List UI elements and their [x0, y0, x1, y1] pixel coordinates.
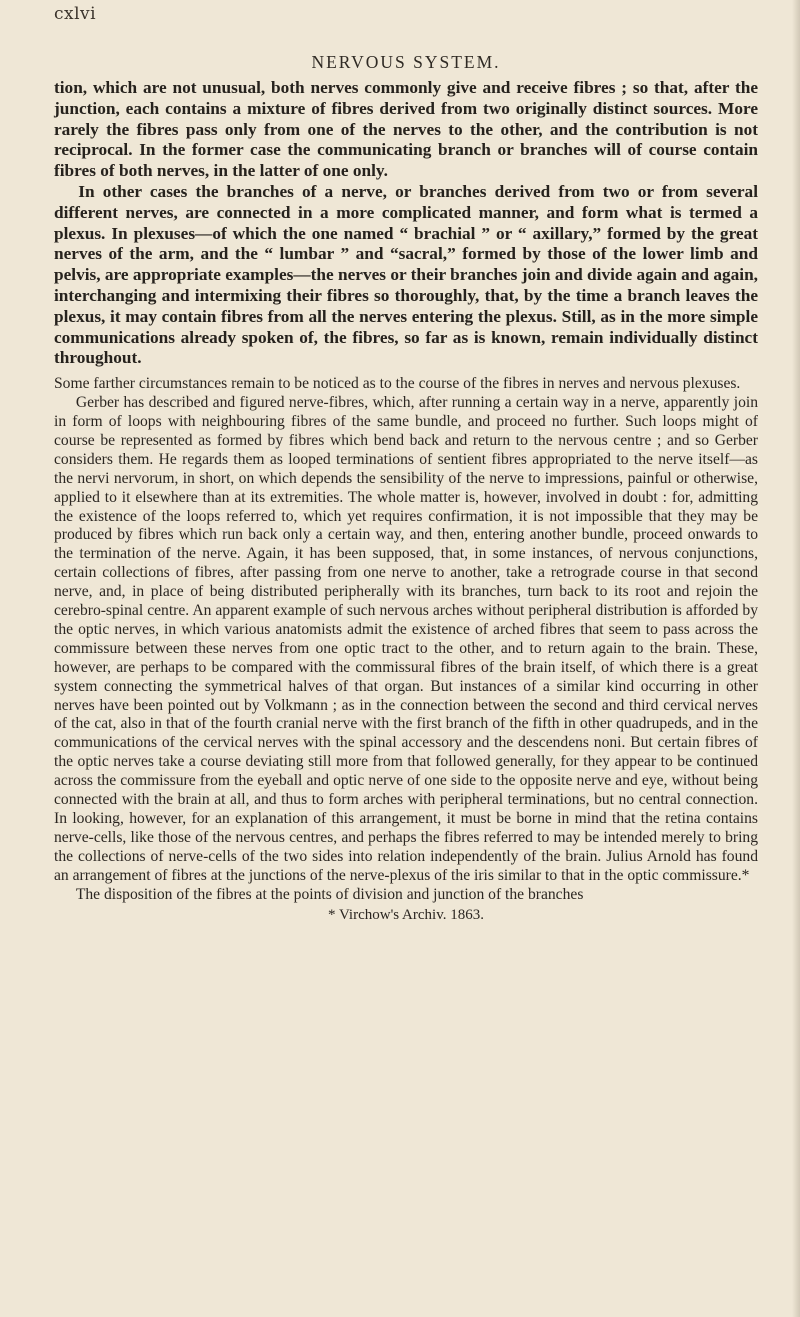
paragraph: tion, which are not unusual, both nerves commonly give and receive fibres ; so that, after the junction, each contains a mixture of fibres derived from two originally distinct sources. More rarely the fibres pass only from one of the nerves to the other, and the contribution is not reciprocal. In the former case the communicating branch or branches will of course contain fibres of both nerves, in the latter of one only. [54, 78, 758, 181]
paragraph: Some farther circumstances remain to be noticed as to the course of the fibres in nerves and nervous plexuses. [54, 375, 741, 393]
paragraph: The disposition of the fibres at the points of division and junction of the branches [75, 885, 584, 903]
small-print-text [54, 375, 758, 904]
main-text [54, 78, 758, 369]
page-header [54, 0, 758, 78]
paragraph: In other cases the branches of a nerve, or branches derived from two or from several different nerves, are connected in a more complicated manner, and form what is termed a plexus. In plexuses—of which the one named “ brachial ” or “ axillary,” formed by the great nerves of the arm, and the “ lumbar ” and “sacral,” formed by those of the lower limb and pelvis, are appropriate examples—the nerves or their branches join and divide again and again, interchanging and intermixing their fibres so thoroughly, that, by the time a branch leaves the plexus, it may contain fibres from all the nerves entering the plexus. Still, as in the more simple communications already spoken of, the fibres, so far as is known, remain individually distinct throughout. [54, 181, 758, 368]
footnote: * Virchow's Archiv. 1863. [328, 906, 484, 923]
paragraph: Gerber has described and figured nerve-fibres, which, after running a certain way in a nerve, apparently join in form of loops with neighbouring fibres of the same bundle, and proceed no further. Such loops might of course be represented as formed by fibres which bend back and return to the nervous centre ; and so Gerber considers them. He regards them as looped terminations of sentient fibres appropriated to the nerve itself—as the nervi nervorum, in short, on which depends the sensibility of the nerve to impressions, painful or otherwise, applied to it elsewhere than at its extremities. The whole matter is, however, involved in doubt : for, admitting the existence of the loops referred to, which yet requires confirmation, it is not impossible that they may be produced by fibres which run back only a certain way, and then, entering another bundle, proceed onwards to the termination of the nerve. Again, it has been supposed, that, in some instances, of nervous conjunctions, certain collections of fibres, after passing from one nerve to another, take a retrograde course in that second nerve, and, in place of being distributed peripherally with its branches, turn back to its root and rejoin the cerebro-spinal centre. An apparent example of such nervous arches without peripheral distribution is afforded by the optic nerves, in which various anatomists admit the existence of arched fibres that seem to pass across the commissure between these nerves from one optic tract to the other, and to return again to the brain. These, however, are perhaps to be compared with the commissural fibres of the brain itself, of which there is a great system connecting the symmetrical halves of that organ. But instances of a similar kind occurring in other nerves have been pointed out by Volkmann ; as in the connection between the second and third cervical nerves of the cat, also in that of the fourth cranial nerve with the first branch of the fifth in other quadrupeds, and in the communications of the cervical nerves with the spinal accessory and the descendens noni. But certain fibres of the optic nerves take a course deviating still more from that followed generally, for they appear to be continued across the commissure from the eyeball and optic nerve of one side to the opposite nerve and eye, without being connected with the brain at all, and thus to form arches with peripheral terminations, but no central connection. In looking, however, for an explanation of this arrangement, it must be borne in mind that the retina contains nerve-cells, like those of the nervous centres, and perhaps the fibres referred to may be intended merely to bring the collections of nerve-cells of the two sides into relation independently of the brain. Julius Arnold has found an arrangement of fibres at the junctions of the nerve-plexus of the iris similar to that in the optic commissure.* [54, 394, 758, 884]
page-edge-shadow [792, 0, 800, 1317]
page-number: cxlvi [54, 4, 97, 24]
running-title: NERVOUS SYSTEM. [311, 52, 501, 72]
